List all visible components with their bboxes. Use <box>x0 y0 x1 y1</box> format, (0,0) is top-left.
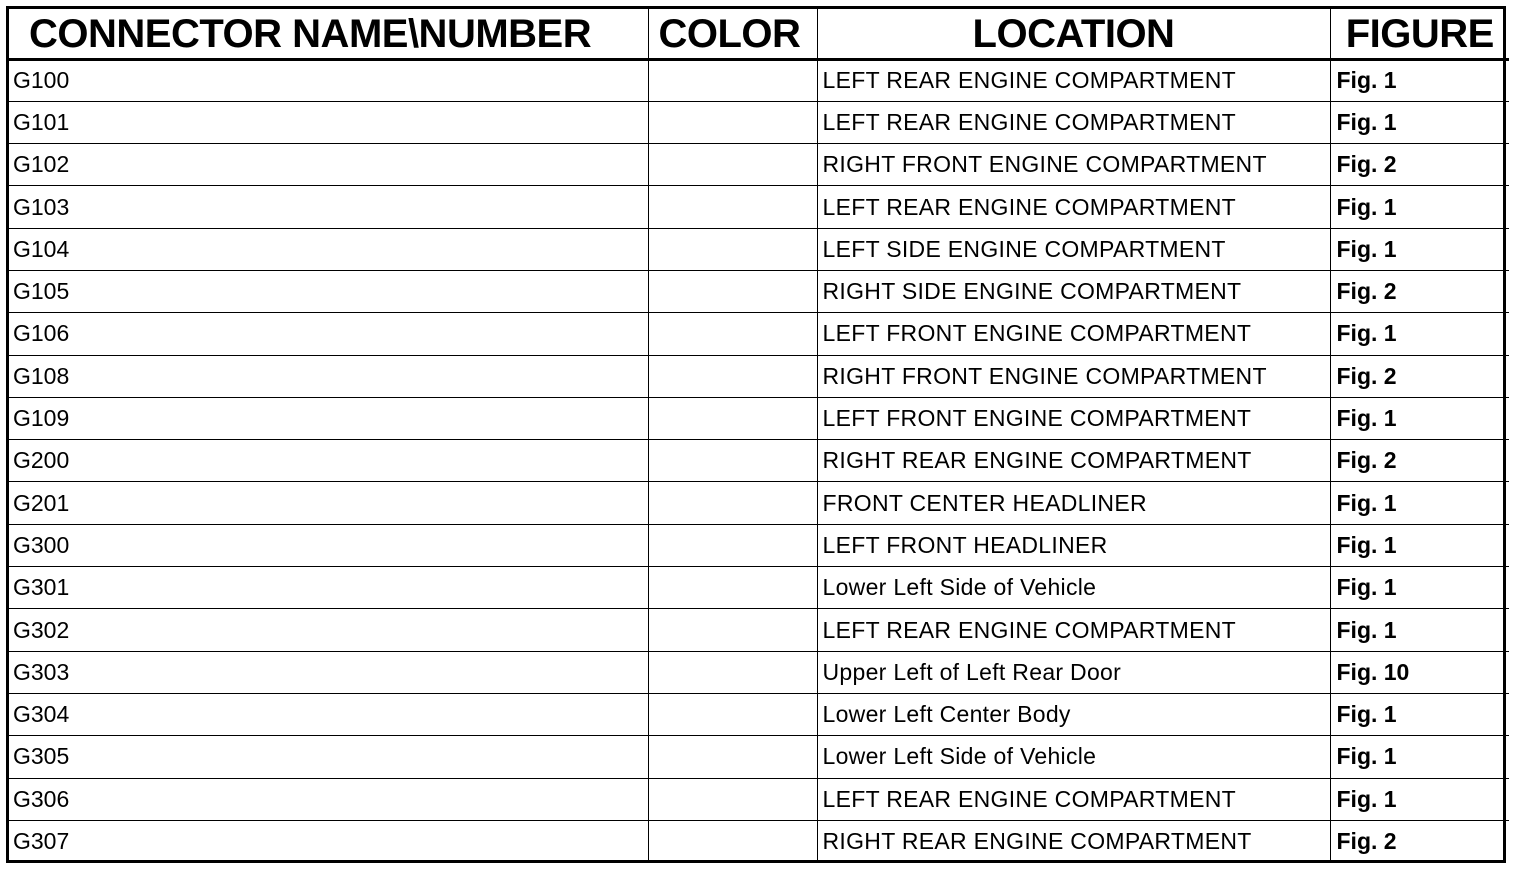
table-row <box>9 59 1509 101</box>
cell-figure: Fig. 2 <box>1330 440 1509 482</box>
cell-location: RIGHT FRONT ENGINE COMPARTMENT <box>817 144 1330 186</box>
cell-figure: Fig. 2 <box>1336 828 1397 855</box>
cell-color <box>648 355 817 397</box>
cell-location: Upper Left of Left Rear Door <box>817 651 1330 693</box>
cell-figure: Fig. 1 <box>1330 693 1509 735</box>
cell-figure: Fig. 1 <box>1330 736 1509 778</box>
cell-figure: Fig. 1 <box>1330 524 1509 566</box>
connector-table-sheet <box>6 6 1506 863</box>
cell-connector-name: G201 <box>9 482 648 524</box>
cell-location: LEFT REAR ENGINE COMPARTMENT <box>817 778 1330 820</box>
cell-location: Lower Left Side of Vehicle <box>817 736 1330 778</box>
header-location: LOCATION <box>817 9 1330 59</box>
cell-connector-name: G302 <box>9 609 648 651</box>
cell-connector-name: G200 <box>9 440 648 482</box>
header-connector-name: CONNECTOR NAME\NUMBER <box>9 9 648 59</box>
cell-location: LEFT REAR ENGINE COMPARTMENT <box>817 101 1330 143</box>
cell-figure: Fig. 2 <box>1330 144 1509 186</box>
cell-figure: Fig. 1 <box>1330 59 1509 101</box>
cell-connector-name: G301 <box>9 567 648 609</box>
cell-figure: Fig. 2 <box>1330 270 1509 312</box>
cell-color <box>648 397 817 439</box>
table-row <box>9 609 1509 651</box>
cell-connector-name: G306 <box>9 778 648 820</box>
cell-location: RIGHT REAR ENGINE COMPARTMENT <box>817 820 1330 862</box>
cell-color <box>648 609 817 651</box>
cell-location: LEFT SIDE ENGINE COMPARTMENT <box>817 228 1330 270</box>
cell-connector-name: G106 <box>9 313 648 355</box>
table-row <box>9 482 1509 524</box>
table-row <box>9 651 1509 693</box>
cell-connector-name: G104 <box>9 228 648 270</box>
table-row <box>9 693 1509 735</box>
table-header <box>9 9 1509 59</box>
table-row <box>9 397 1509 439</box>
cell-connector-name: G105 <box>9 270 648 312</box>
cell-color <box>648 482 817 524</box>
cell-figure: Fig. 1 <box>1330 101 1509 143</box>
cell-connector-name: G101 <box>9 101 648 143</box>
table-row <box>9 524 1509 566</box>
cell-color <box>648 101 817 143</box>
cell-location: Lower Left Side of Vehicle <box>817 567 1330 609</box>
cell-connector-name: G103 <box>9 186 648 228</box>
cell-location: LEFT FRONT HEADLINER <box>817 524 1330 566</box>
cell-connector-name: G108 <box>9 355 648 397</box>
cell-figure: Fig. 2 <box>1330 355 1509 397</box>
cell-figure: Fig. 1 <box>1330 228 1509 270</box>
cell-figure: Fig. 1 <box>1330 482 1509 524</box>
table-row <box>9 440 1509 482</box>
cell-connector-name: G100 <box>9 59 648 101</box>
cell-color <box>648 144 817 186</box>
cell-figure: Fig. 1 <box>1330 778 1509 820</box>
table-row <box>9 186 1509 228</box>
header-color: COLOR <box>648 9 817 59</box>
connector-table <box>9 9 1509 863</box>
cell-color <box>648 186 817 228</box>
header-row <box>9 9 1509 59</box>
cell-location: LEFT FRONT ENGINE COMPARTMENT <box>817 313 1330 355</box>
cell-color <box>648 778 817 820</box>
cell-color <box>648 651 817 693</box>
table-row <box>9 736 1509 778</box>
cell-color <box>648 820 817 862</box>
cell-location: RIGHT REAR ENGINE COMPARTMENT <box>817 440 1330 482</box>
cell-color <box>648 228 817 270</box>
cell-color <box>648 736 817 778</box>
cell-connector-name: G303 <box>9 651 648 693</box>
cell-color <box>648 440 817 482</box>
table-row <box>9 778 1509 820</box>
table-row <box>9 313 1509 355</box>
cell-connector-name: G304 <box>9 693 648 735</box>
cell-color <box>648 567 817 609</box>
table-row <box>9 228 1509 270</box>
cell-location: RIGHT SIDE ENGINE COMPARTMENT <box>817 270 1330 312</box>
cell-location: LEFT REAR ENGINE COMPARTMENT <box>817 59 1330 101</box>
cell-figure: Fig. 1 <box>1330 313 1509 355</box>
table-row <box>9 355 1509 397</box>
cell-figure: Fig. 1 <box>1330 397 1509 439</box>
cell-location: LEFT REAR ENGINE COMPARTMENT <box>817 186 1330 228</box>
table-row <box>9 270 1509 312</box>
cell-color <box>648 59 817 101</box>
cell-location: RIGHT FRONT ENGINE COMPARTMENT <box>817 355 1330 397</box>
cell-color <box>648 524 817 566</box>
cell-connector-name: G305 <box>9 736 648 778</box>
cell-location: LEFT FRONT ENGINE COMPARTMENT <box>817 397 1330 439</box>
cell-color <box>648 313 817 355</box>
cell-connector-name: G307 <box>9 820 648 862</box>
table-row <box>9 101 1509 143</box>
cell-figure: Fig. 10 <box>1330 651 1509 693</box>
cell-color <box>648 693 817 735</box>
cell-location: Lower Left Center Body <box>817 693 1330 735</box>
header-figure: FIGURE <box>1330 9 1509 59</box>
table-body <box>9 59 1509 863</box>
cell-connector-name: G109 <box>9 397 648 439</box>
table-row <box>9 567 1509 609</box>
cell-location: FRONT CENTER HEADLINER <box>817 482 1330 524</box>
cell-figure: Fig. 1 <box>1330 567 1509 609</box>
cell-location: LEFT REAR ENGINE COMPARTMENT <box>817 609 1330 651</box>
cell-figure: Fig. 1 <box>1330 186 1509 228</box>
cell-connector-name: G102 <box>9 144 648 186</box>
table-row <box>9 144 1509 186</box>
cell-color <box>648 270 817 312</box>
cell-figure: Fig. 1 <box>1330 609 1509 651</box>
table-row <box>9 820 1509 862</box>
cell-connector-name: G300 <box>9 524 648 566</box>
